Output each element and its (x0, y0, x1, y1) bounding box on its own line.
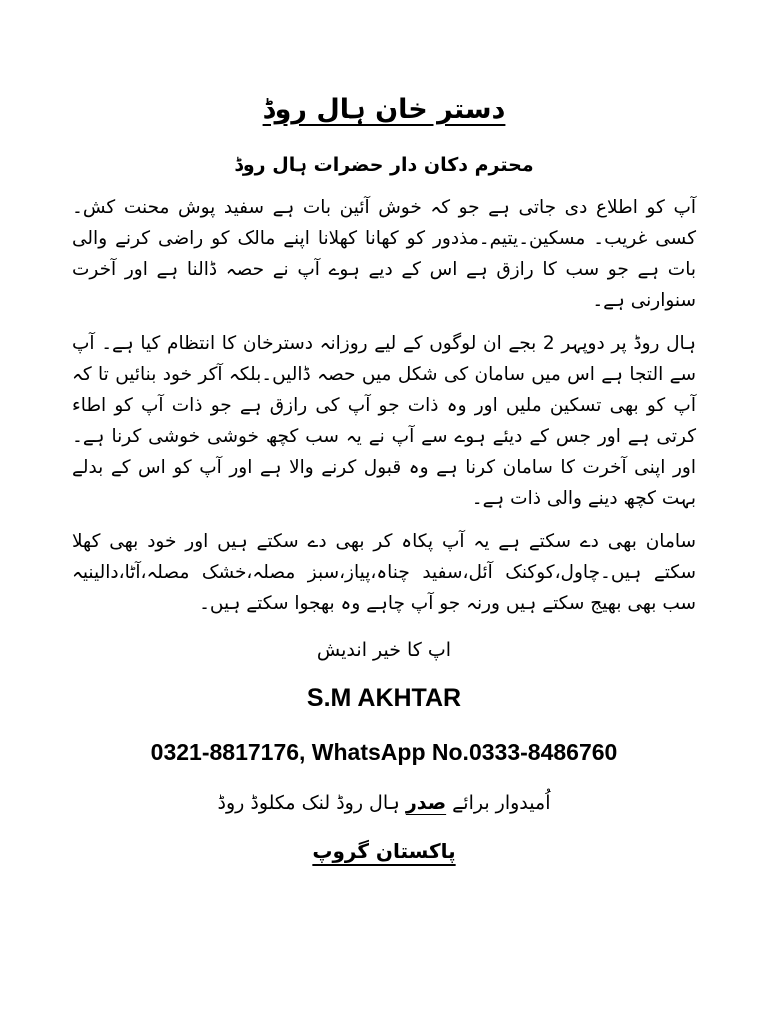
paragraph-arrangement: ہال روڈ پر دوپہر 2 بجے ان لوگوں کے لیے روزانہ دسترخان کا انتظام کیا ہے۔ آپ سے التجا ہے اس میں سامان کی شکل میں حصہ ڈالیں۔بلکہ آکر خود بنائیں تا کہ آپ کو بھی تسکین ملیں اور وہ ذات جو آپ کی رازق ہے جو ذات آپ کو اطاء کرتی ہے اور جس کے دیئے ہوے سے آپ نے یہ سب کچھ خوشی خوشی کرنا ہے۔ اور اپنی آخرت کا سامان کرنا ہے وہ قبول کرنے والا ہے اور آپ کو اس کے بدلے بہت کچھ دینے والی ذات ہے۔ (72, 333, 696, 509)
signatory-name: S.M AKHTAR (306, 684, 462, 712)
salutation: محترم دکان دار حضرات ہال روڈ (234, 154, 534, 176)
document-title: دستر خان ہال روڈ (262, 94, 506, 125)
paragraph-intro: آپ کو اطلاع دی جاتی ہے جو کہ خوش آئین بات ہے سفید پوش محنت کش۔ کسی غریب۔ مسکین۔یتیم۔مذدور کو کھانا کھلانا اپنے مالک کو راضی کرنے والی بات ہے جو سب کا رازق ہے اس کے دیے ہوے آپ نے حصہ ڈالنا ہے اور آخرت سنوارنی ہے۔ (72, 197, 696, 311)
candidacy-suffix: ہال روڈ لنک مکلوڈ روڈ (217, 792, 400, 814)
candidacy-prefix: اُمیدوار برائے (452, 792, 551, 814)
group-name: پاکستان گروپ (312, 839, 456, 863)
contact-numbers: 0321-8817176, WhatsApp No.0333-8486760 (150, 739, 618, 765)
candidacy-post: صدر (405, 792, 447, 814)
candidacy-line (72, 787, 696, 819)
closing-line: اپ کا خیر اندیش (316, 639, 452, 661)
paragraph-contribution: سامان بھی دے سکتے ہے یہ آپ پکاہ کر بھی دے سکتے ہیں اور خود بھی کھلا سکتے ہیں۔چاول،کوکنک آئل،سفید چناہ،پیاز،سبز مصلہ،خشک مصلہ،آٹا،دالینیہ سب بھی بھیج سکتے ہیں ورنہ جو آپ چاہے وہ بھجوا سکتے ہیں۔ (72, 531, 696, 614)
